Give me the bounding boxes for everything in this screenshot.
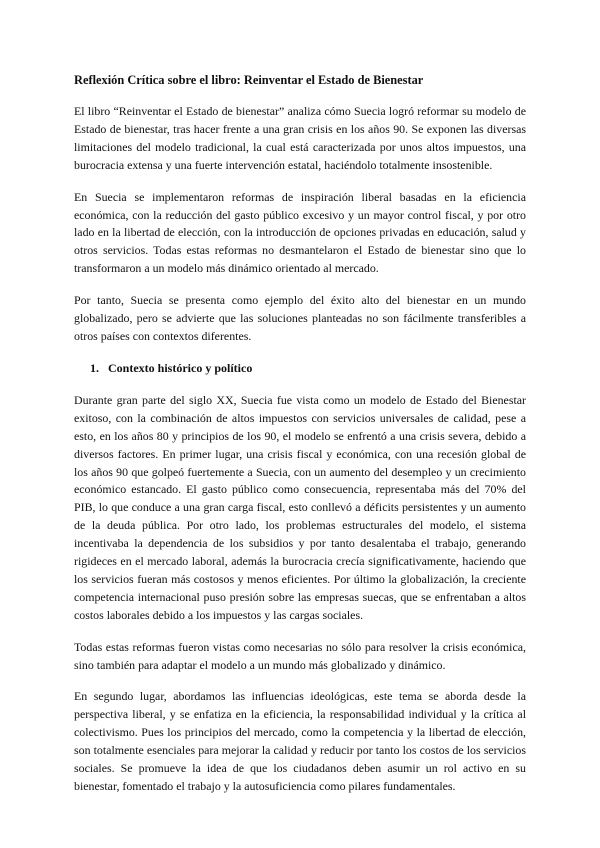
intro-paragraph-3: Por tanto, Suecia se presenta como ejemplo del éxito alto del bienestar en un mundo globalizado, pero se advierte que las soluciones planteadas no son fácilmente transferibles a otros países con contextos diferentes. — [74, 293, 526, 343]
section-heading — [90, 360, 526, 376]
section-number: 1. — [90, 360, 99, 375]
intro-paragraph-2: En Suecia se implementaron reformas de inspiración liberal basadas en la eficiencia económica, con la reducción del gasto público excesivo y un mayor control fiscal, y por otro lado en la libertad de elección, con la introducción de opciones privadas en educación, salud y otros servicios. Todas estas reformas no desmantelaron el Estado de bienestar sino que lo transformaron a un modelo más dinámico orientado al mercado. — [74, 189, 526, 276]
section-paragraph-3: En segundo lugar, abordamos las influencias ideológicas, este tema se aborda desde la perspectiva liberal, y se enfatiza en la eficiencia, la responsabilidad individual y la crítica al colectivismo. Pues los principios del mercado, como la competencia y la libertad de elección, son totalmente esenciales para mejorar la calidad y reducir por tanto los costos de los servicios sociales. Se promueve la idea de que los ciudadanos deben asumir un rol activo en su bienestar, fomentado el trabajo y la autosuficiencia como pilares fundamentales. — [74, 689, 526, 793]
section-heading-text: Contexto histórico y político — [108, 360, 253, 375]
section-paragraph-1: Durante gran parte del siglo XX, Suecia fue vista como un modelo de Estado del Bienestar exitoso, con la combinación de altos impuestos con servicios universales de calidad, pese a esto, en los años 80 y principios de los 90, el modelo se enfrentó a una crisis severa, debido a diversos factores. En primer lugar, una crisis fiscal y económica, con una recesión global de los años 90 que golpeó fuertemente a Suecia, con un aumento del desempleo y un crecimiento económico estancado. El gasto público como consecuencia, representaba más del 70% del PIB, lo que conduce a una gran carga fiscal, esto conllevó a déficits persistentes y un aumento de la deuda pública. Por otro lado, los problemas estructurales del modelo, el sistema incentivaba la dependencia de los subsidios y por tanto desalentaba el trabajo, generando rigideces en el mercado laboral, además la burocracia crecía significativamente, haciendo que los servicios fueran más costosos y menos eficientes. Por último la globalización, la creciente competencia internacional puso presión sobre las empresas suecas, que se enfrentaban a altos costos laborales debido a los impuestos y las cargas sociales. — [74, 392, 526, 622]
document-title: Reflexión Crítica sobre el libro: Reinventar el Estado de Bienestar — [74, 73, 424, 87]
section-paragraph-2: Todas estas reformas fueron vistas como necesarias no sólo para resolver la crisis económica, sino también para adaptar el modelo a un mundo más globalizado y dinámico. — [74, 639, 526, 672]
intro-paragraph-1: El libro “Reinventar el Estado de bienestar” analiza cómo Suecia logró reformar su modelo de Estado de bienestar, tras hacer frente a una gran crisis en los años 90. Se exponen las diversas limitaciones del modelo tradicional, la cual está caracterizada por unos altos impuestos, una burocracia extensa y una fuerte intervención estatal, haciéndolo totalmente insostenible. — [74, 104, 526, 172]
